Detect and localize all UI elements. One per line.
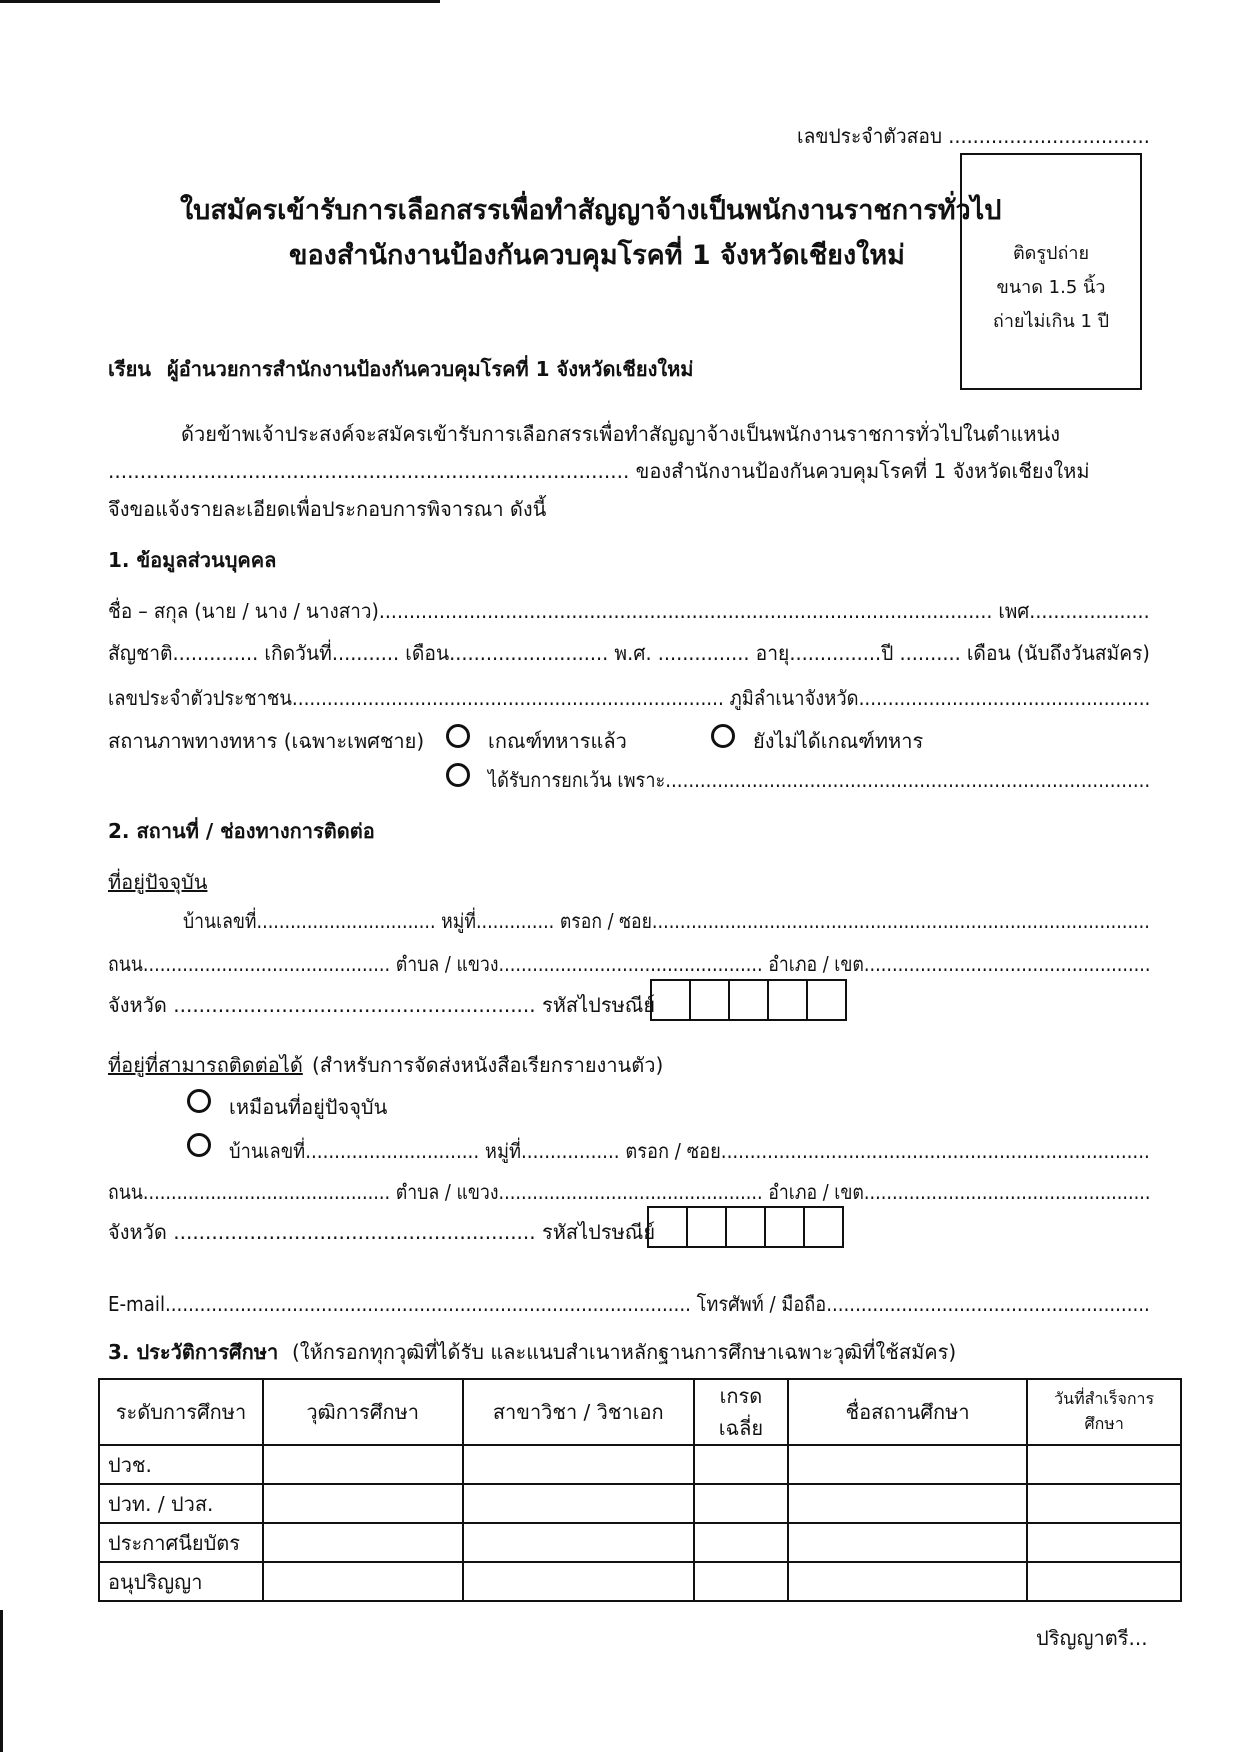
postal-digit-box[interactable] xyxy=(727,1208,766,1246)
postal-digit-box[interactable] xyxy=(769,981,808,1019)
postal-digit-box[interactable] xyxy=(688,1208,727,1246)
col-education-level: ระดับการศึกษา xyxy=(99,1379,263,1445)
current-address-row1[interactable]: บ้านเลขที่................................ หมู่ที่.............. ตรอก / ซอย......................................................................................... xyxy=(183,909,1150,933)
current-address-heading: ที่อยู่ปัจจุบัน xyxy=(108,870,208,894)
row-level-label: อนุปริญญา xyxy=(99,1562,263,1601)
contact-same-label: เหมือนที่อยู่ปัจจุบัน xyxy=(229,1095,388,1119)
col-gpa: เกรดเฉลี่ย xyxy=(694,1379,788,1445)
military-opt1-radio[interactable] xyxy=(446,724,470,748)
citizen-id-hometown-row[interactable]: เลขประจำตัวประชาชน.......................................................................... ภูมิลำเนาจังหวัด.................................................. xyxy=(108,686,1151,710)
contact-address-heading: ที่อยู่ที่สามารถติดต่อได้ xyxy=(108,1053,303,1077)
addressee: ผู้อำนวยการสำนักงานป้องกันควบคุมโรคที่ 1 จังหวัดเชียงใหม่ xyxy=(167,357,694,381)
photo-label-1: ติดรูปถ่าย xyxy=(1012,243,1090,264)
table-cell[interactable] xyxy=(263,1445,463,1484)
section3-heading-note: (ให้กรอกทุกวุฒิที่ได้รับ และแนบสำเนาหลักฐานการศึกษาเฉพาะวุฒิที่ใช้สมัคร) xyxy=(292,1340,957,1364)
email-phone-row[interactable]: E-mail........................................................................................... โทรศัพท์ / มือถือ........................................................ xyxy=(108,1292,1150,1316)
table-row xyxy=(99,1445,1181,1484)
contact-address-row2[interactable]: ถนน............................................ ตำบล / แขวง............................................... อำเภอ / เขต................................................... xyxy=(108,1180,1151,1204)
current-address-row3[interactable]: จังหวัด ......................................................... รหัสไปรษณีย์ xyxy=(108,993,656,1017)
education-header-row xyxy=(99,1379,1181,1445)
military-opt1-label: เกณฑ์ทหารแล้ว xyxy=(488,729,627,753)
table-cell[interactable] xyxy=(263,1562,463,1601)
contact-address-row3[interactable]: จังหวัด ......................................................... รหัสไปรษณีย์ xyxy=(108,1220,656,1244)
postal-digit-box[interactable] xyxy=(730,981,769,1019)
section3-heading: 3. ประวัติการศึกษา xyxy=(108,1340,279,1364)
contact-same-radio[interactable] xyxy=(187,1089,211,1113)
military-opt2-label: ยังไม่ได้เกณฑ์ทหาร xyxy=(753,729,924,753)
table-cell[interactable] xyxy=(463,1523,694,1562)
table-row xyxy=(99,1484,1181,1523)
military-opt2-radio[interactable] xyxy=(711,724,735,748)
nationality-birth-age-row[interactable]: สัญชาติ.............. เกิดวันที่........... เดือน.......................... พ.ศ. ............... อายุ...............ปี .......... เดือน (นับถึงวันสมัคร) xyxy=(108,641,1150,665)
intro-paragraph-line3: จึงขอแจ้งรายละเอียดเพื่อประกอบการพิจารณา ดังนี้ xyxy=(108,497,547,521)
exam-id-field[interactable]: เลขประจำตัวสอบ ................................. xyxy=(797,124,1150,148)
form-title-line2: ของสำนักงานป้องกันควบคุมโรคที่ 1 จังหวัดเชียงใหม่ xyxy=(289,240,905,271)
table-cell[interactable] xyxy=(1027,1445,1181,1484)
table-cell[interactable] xyxy=(788,1523,1027,1562)
military-opt3-radio[interactable] xyxy=(446,763,470,787)
intro-paragraph-line1: ด้วยข้าพเจ้าประสงค์จะสมัครเข้ารับการเลือกสรรเพื่อทำสัญญาจ้างเป็นพนักงานราชการทั่วไปในตำแหน่ง xyxy=(181,422,1060,446)
col-major: สาขาวิชา / วิชาเอก xyxy=(463,1379,694,1445)
contact-address-row1[interactable]: บ้านเลขที่.............................. หมู่ที่................. ตรอก / ซอย.......................................................................... xyxy=(229,1139,1150,1163)
table-cell[interactable] xyxy=(788,1445,1027,1484)
current-address-row2[interactable]: ถนน............................................ ตำบล / แขวง............................................... อำเภอ / เขต................................................... xyxy=(108,952,1151,976)
continued-marker: ปริญญาตรี... xyxy=(1036,1626,1148,1650)
postal-digit-box[interactable] xyxy=(766,1208,805,1246)
name-gender-row[interactable]: ชื่อ – สกุล (นาย / นาง / นางสาว)...................................................................................................... เพศ.................... xyxy=(108,599,1150,623)
col-graduation-date: วันที่สำเร็จการศึกษา xyxy=(1027,1379,1181,1445)
postal-digit-box[interactable] xyxy=(652,981,691,1019)
scan-edge-top xyxy=(0,0,440,3)
table-cell[interactable] xyxy=(694,1445,788,1484)
addressee-label: เรียน xyxy=(108,357,151,381)
scan-edge-left xyxy=(0,1610,3,1752)
col-institution: ชื่อสถานศึกษา xyxy=(788,1379,1027,1445)
postal-digit-box[interactable] xyxy=(691,981,730,1019)
table-cell[interactable] xyxy=(788,1484,1027,1523)
row-level-label: ปวช. xyxy=(99,1445,263,1484)
table-cell[interactable] xyxy=(1027,1562,1181,1601)
table-cell[interactable] xyxy=(694,1523,788,1562)
education-table xyxy=(98,1378,1182,1602)
table-cell[interactable] xyxy=(463,1445,694,1484)
table-cell[interactable] xyxy=(263,1484,463,1523)
table-cell[interactable] xyxy=(463,1562,694,1601)
section2-heading: 2. สถานที่ / ช่องทางการติดต่อ xyxy=(108,819,375,843)
contact-address-note: (สำหรับการจัดส่งหนังสือเรียกรายงานตัว) xyxy=(312,1053,664,1077)
table-cell[interactable] xyxy=(694,1484,788,1523)
table-cell[interactable] xyxy=(1027,1523,1181,1562)
contact-other-radio[interactable] xyxy=(187,1133,211,1157)
table-cell[interactable] xyxy=(694,1562,788,1601)
row-level-label: ประกาศนียบัตร xyxy=(99,1523,263,1562)
military-opt3-label[interactable]: ได้รับการยกเว้น เพราะ.................................................................................... xyxy=(488,768,1151,792)
postal-digit-box[interactable] xyxy=(805,1208,842,1246)
military-status-label: สถานภาพทางทหาร (เฉพาะเพศชาย) xyxy=(108,729,425,753)
position-field-line[interactable]: .................................................................................. ของสำนักงานป้องกันควบคุมโรคที่ 1 จังหวัดเชียงใหม่ xyxy=(108,459,1090,483)
table-cell[interactable] xyxy=(463,1484,694,1523)
photo-label-3: ถ่ายไม่เกิน 1 ปี xyxy=(992,311,1110,332)
current-postal-code-boxes[interactable] xyxy=(650,979,847,1021)
photo-box xyxy=(960,153,1142,390)
row-level-label: ปวท. / ปวส. xyxy=(99,1484,263,1523)
photo-label-2: ขนาด 1.5 นิ้ว xyxy=(996,277,1106,298)
table-cell[interactable] xyxy=(263,1523,463,1562)
postal-digit-box[interactable] xyxy=(808,981,845,1019)
table-cell[interactable] xyxy=(1027,1484,1181,1523)
table-cell[interactable] xyxy=(788,1562,1027,1601)
section1-heading: 1. ข้อมูลส่วนบุคคล xyxy=(108,548,277,572)
form-title-line1: ใบสมัครเข้ารับการเลือกสรรเพื่อทำสัญญาจ้างเป็นพนักงานราชการทั่วไป xyxy=(180,195,1002,226)
table-row xyxy=(99,1523,1181,1562)
contact-postal-code-boxes[interactable] xyxy=(647,1206,844,1248)
postal-digit-box[interactable] xyxy=(649,1208,688,1246)
col-qualification: วุฒิการศึกษา xyxy=(263,1379,463,1445)
table-row xyxy=(99,1562,1181,1601)
